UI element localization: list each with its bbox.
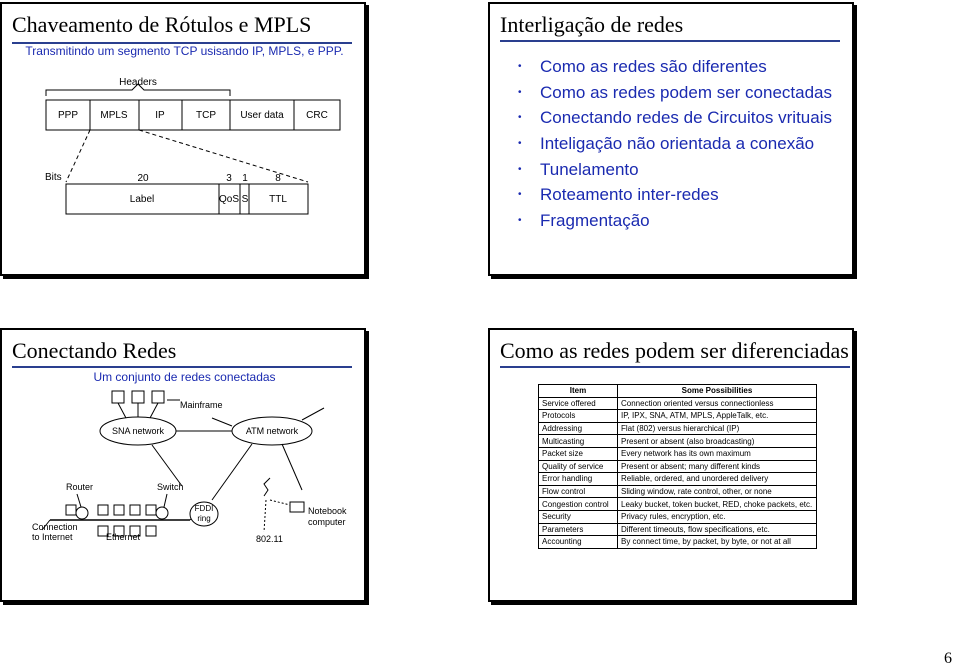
item-cell: Accounting bbox=[539, 536, 618, 549]
field-ip: IP bbox=[155, 110, 165, 121]
bullet-list bbox=[518, 54, 832, 234]
host-icon bbox=[146, 505, 156, 515]
possibility-cell: Different timeouts, flow specifications, etc. bbox=[618, 523, 817, 536]
item-cell: Quality of service bbox=[539, 460, 618, 473]
terminal-icon bbox=[152, 391, 164, 403]
item-cell: Protocols bbox=[539, 410, 618, 423]
table-header-row bbox=[539, 385, 817, 398]
terminal-icon bbox=[132, 391, 144, 403]
possibility-cell: Present or absent; many different kinds bbox=[618, 460, 817, 473]
possibility-cell: Flat (802) versus hierarchical (IP) bbox=[618, 422, 817, 435]
slide-conectando-redes bbox=[0, 328, 366, 602]
slide-title: Chaveamento de Rótulos e MPLS bbox=[12, 12, 312, 37]
page-number: 6 bbox=[944, 650, 952, 667]
bullet-dot-icon: • bbox=[518, 163, 522, 175]
table-row bbox=[539, 460, 817, 473]
slide-diferencas bbox=[488, 328, 854, 602]
table-row bbox=[539, 498, 817, 511]
table-row bbox=[539, 447, 817, 460]
headers-label: Headers bbox=[119, 77, 157, 88]
item-cell: Congestion control bbox=[539, 498, 618, 511]
possibilities-table bbox=[538, 384, 817, 549]
bullet-item: • Conectando redes de Circuitos vrituais bbox=[518, 105, 832, 131]
atm-label: ATM network bbox=[245, 426, 299, 436]
bullet-dot-icon: • bbox=[518, 112, 522, 124]
title-rule bbox=[12, 366, 352, 368]
possibility-cell: Reliable, ordered, and unordered delivery bbox=[618, 473, 817, 486]
column-header: Some Possibilities bbox=[618, 385, 817, 398]
field-crc: CRC bbox=[306, 110, 328, 121]
title-rule bbox=[500, 40, 840, 42]
connection-label-1: Connection bbox=[32, 522, 78, 532]
network-diagram bbox=[2, 378, 366, 602]
table-row bbox=[539, 397, 817, 410]
possibility-cell: Every network has its own maximum bbox=[618, 447, 817, 460]
item-cell: Security bbox=[539, 510, 618, 523]
host-icon bbox=[98, 505, 108, 515]
slide-title: Como as redes podem ser diferenciadas bbox=[500, 338, 849, 363]
mainframe-label: Mainframe bbox=[180, 400, 223, 410]
title-rule bbox=[500, 366, 850, 368]
fddi-label-1: FDDI bbox=[194, 504, 214, 513]
host-icon bbox=[130, 505, 140, 515]
switch-icon bbox=[156, 507, 168, 519]
slide-mpls bbox=[0, 2, 366, 276]
qos-field: QoS bbox=[218, 194, 240, 205]
notebook-label-2: computer bbox=[308, 517, 346, 527]
item-cell: Flow control bbox=[539, 485, 618, 498]
sna-label: SNA network bbox=[111, 426, 165, 436]
slide-title: Conectando Redes bbox=[12, 338, 177, 363]
table-row bbox=[539, 473, 817, 486]
terminal-icon bbox=[112, 391, 124, 403]
host-icon bbox=[114, 505, 124, 515]
possibility-cell: Sliding window, rate control, other, or none bbox=[618, 485, 817, 498]
field-tcp: TCP bbox=[196, 110, 216, 121]
slide-subtitle: Transmitindo um segmento TCP usisando IP, MPLS, e PPP. bbox=[25, 44, 344, 58]
table-row bbox=[539, 435, 817, 448]
table-row bbox=[539, 410, 817, 423]
s-field: S bbox=[241, 194, 249, 205]
item-cell: Multicasting bbox=[539, 435, 618, 448]
field-user-data: User data bbox=[240, 110, 284, 121]
possibility-cell: Connection oriented versus connectionless bbox=[618, 397, 817, 410]
slide-interligacao bbox=[488, 2, 854, 276]
possibility-cell: Leaky bucket, token bucket, RED, choke packets, etc. bbox=[618, 498, 817, 511]
column-header: Item bbox=[539, 385, 618, 398]
possibility-cell: Privacy rules, encryption, etc. bbox=[618, 510, 817, 523]
switch-label: Switch bbox=[157, 482, 184, 492]
table-row bbox=[539, 523, 817, 536]
bullet-dot-icon: • bbox=[518, 61, 522, 72]
ethernet-label: Ethernet bbox=[106, 532, 141, 542]
bullet-dot-icon: • bbox=[518, 138, 522, 150]
router-label: Router bbox=[66, 482, 94, 492]
bullet-item: • Fragmentação bbox=[518, 208, 832, 234]
table-row bbox=[539, 536, 817, 549]
wireless-label: 802.11 bbox=[256, 534, 283, 544]
connection-label-2: to Internet bbox=[32, 532, 73, 542]
table-row bbox=[539, 510, 817, 523]
possibility-cell: Present or absent (also broadcasting) bbox=[618, 435, 817, 448]
possibility-cell: IP, IPX, SNA, ATM, MPLS, AppleTalk, etc. bbox=[618, 410, 817, 423]
ttl-field: TTL bbox=[269, 194, 287, 205]
expand-line-right bbox=[139, 130, 308, 182]
table-row bbox=[539, 485, 817, 498]
item-cell: Packet size bbox=[539, 447, 618, 460]
fddi-label-2: ring bbox=[197, 514, 211, 523]
item-cell: Error handling bbox=[539, 473, 618, 486]
bullet-item: • Como as redes são diferentes bbox=[518, 54, 832, 80]
table-row bbox=[539, 422, 817, 435]
field-ppp: PPP bbox=[57, 110, 79, 121]
bits-1: 1 bbox=[242, 173, 248, 184]
field-mpls: MPLS bbox=[100, 110, 128, 121]
bullet-item: • Tunelamento bbox=[518, 157, 832, 183]
notebook-label-1: Notebook bbox=[308, 506, 347, 516]
bullet-item: • Inteligação não orientada a conexão bbox=[518, 131, 832, 157]
host-icon bbox=[146, 526, 156, 536]
wireless-icon bbox=[264, 478, 270, 496]
bits-label: Bits bbox=[45, 172, 62, 183]
bullet-dot-icon: • bbox=[518, 189, 522, 201]
label-field: Label bbox=[129, 194, 155, 205]
bullet-item: • Como as redes podem ser conectadas bbox=[518, 80, 832, 106]
bits-20: 20 bbox=[137, 173, 149, 184]
host-icon bbox=[66, 505, 76, 515]
bits-8: 8 bbox=[275, 173, 281, 184]
mpls-header-diagram bbox=[2, 70, 366, 270]
bits-3: 3 bbox=[226, 173, 232, 184]
item-cell: Parameters bbox=[539, 523, 618, 536]
item-cell: Service offered bbox=[539, 397, 618, 410]
router-icon bbox=[76, 507, 88, 519]
possibility-cell: By connect time, by packet, by byte, or not at all bbox=[618, 536, 817, 549]
slide-subtitle: Um conjunto de redes conectadas bbox=[93, 370, 276, 384]
bullet-item: • Roteamento inter-redes bbox=[518, 182, 832, 208]
slide-title: Interligação de redes bbox=[500, 12, 684, 37]
bullet-dot-icon: • bbox=[518, 215, 522, 227]
expand-line-left bbox=[66, 130, 90, 182]
bullet-dot-icon: • bbox=[518, 86, 522, 98]
item-cell: Addressing bbox=[539, 422, 618, 435]
notebook-icon bbox=[290, 502, 304, 512]
